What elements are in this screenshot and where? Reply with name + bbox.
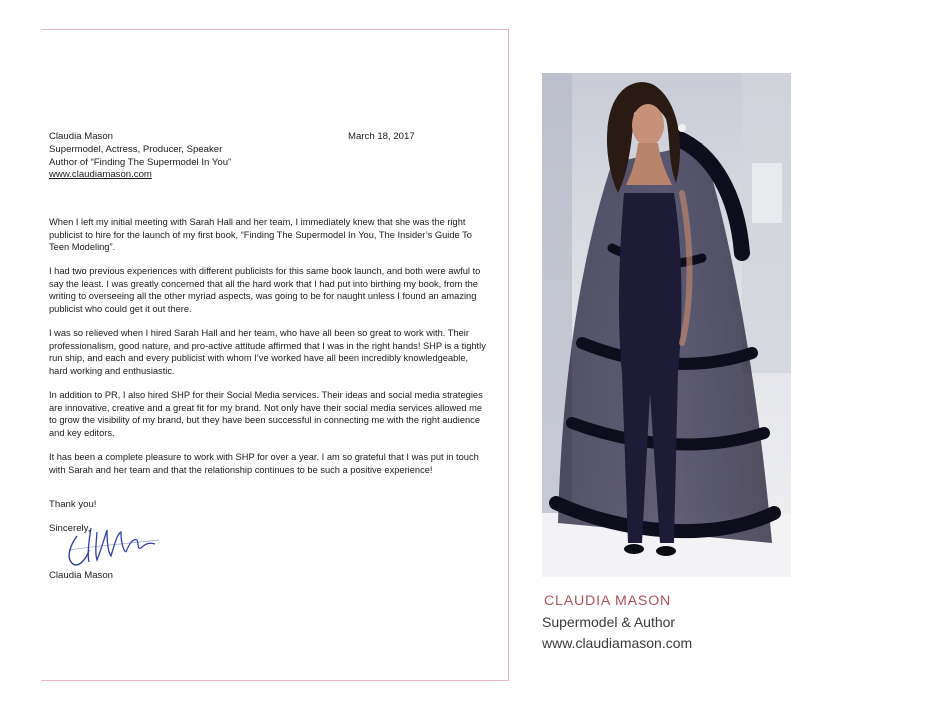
letter-paragraph: It has been a complete pleasure to work with SHP for over a year. I am so grateful that I was put in touch with Sarah and her team and that the relationship continues to be such a positive experience!: [49, 451, 479, 475]
letter-signature-name: Claudia Mason: [49, 570, 113, 581]
letter-date: March 18, 2017: [348, 131, 415, 142]
letter-paragraph: I was so relieved when I hired Sarah Hall and her team, who have all been so great to work with. Their professionalism, good nature, and pro-active attitude affirmed that I was in the right hands! SHP is a tightly run ship, and each and every publicist with whom I’ve worked have all been incredibly knowledgeable, hard working and enthusiastic.: [49, 328, 486, 376]
testimonial-letter: [41, 29, 509, 681]
sender-author-line: Author of “Finding The Supermodel In You”: [49, 156, 232, 168]
sender-name: Claudia Mason: [49, 131, 113, 142]
photo-caption: [542, 592, 802, 654]
letter-thanks: Thank you!: [49, 499, 97, 510]
caption-website-link[interactable]: www.claudiamason.com: [542, 635, 693, 651]
letter-paragraph: When I left my initial meeting with Sarah Hall and her team, I immediately knew that she was the right publicist to hire for the launch of my first book, “Finding The Supermodel In You, The Insider’s Guide To Teen Modeling”.: [49, 217, 472, 253]
letter-paragraph: In addition to PR, I also hired SHP for their Social Media services. Their ideas and social media strategies are innovative, creative and a great fit for my brand. Not only have their social media services allowed me to grow the visibility of my brand, but they have been successful in connecting me with the right audience and key editors.: [49, 390, 483, 438]
sender-website-link[interactable]: www.claudiamason.com: [49, 169, 152, 181]
letter-paragraph: I had two previous experiences with different publicists for this same book launch, and both were awful to say the least. I was greatly concerned that all the hard work that I had put into birthing my book, from the writing to overseeing all the other myriad aspects, was going to be for naught unless I found an amazing publicist who could get it out there.: [49, 266, 481, 315]
caption-name: CLAUDIA MASON: [544, 593, 672, 609]
caption-role: Supermodel & Author: [542, 614, 676, 630]
sender-titles: Supermodel, Actress, Producer, Speaker: [49, 143, 223, 155]
letter-sender-block: [49, 131, 231, 182]
handwritten-signature: [63, 514, 173, 570]
letter-body: [49, 216, 489, 488]
letter-sign-off: Sincerely,: [49, 522, 91, 534]
model-photo: [542, 73, 791, 577]
